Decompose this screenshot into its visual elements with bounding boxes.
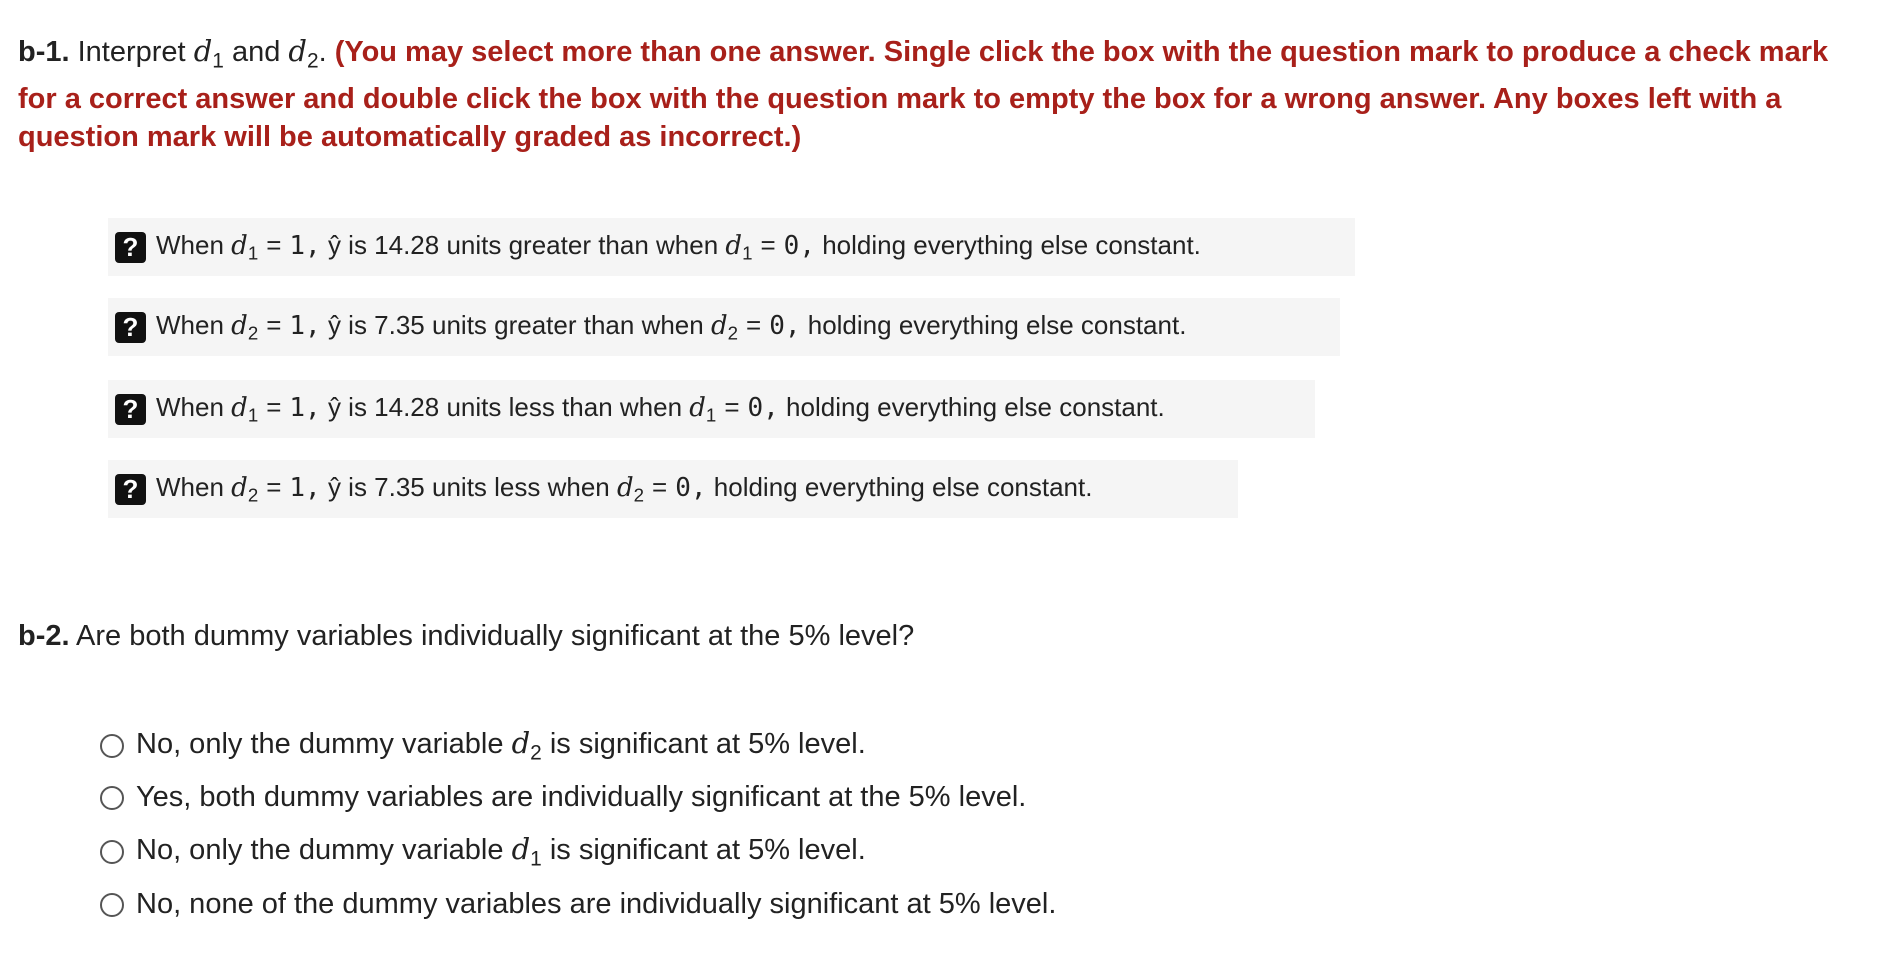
- question-b2-text: Are both dummy variables individually significant at the 5% level?: [69, 620, 915, 652]
- option-text: When $d_2 = 1$, ŷ is 7.35 units less when $d_2 = 0$, holding everything else constant.: [156, 471, 1093, 506]
- b1-option-3: [108, 380, 1315, 438]
- b2-radio-option-4[interactable]: [100, 888, 1056, 921]
- question-b1-label: b-1.: [18, 36, 70, 68]
- option-text: When $d_1 = 1$, ŷ is 14.28 units greater than when $d_1 = 0$, holding everything else constant.: [156, 229, 1201, 264]
- option-text: When $d_2 = 1$, ŷ is 7.35 units greater than when $d_2 = 0$, holding everything else constant.: [156, 309, 1187, 344]
- radio-button[interactable]: [100, 840, 124, 864]
- radio-button[interactable]: [100, 786, 124, 810]
- b1-option-2: [108, 298, 1340, 356]
- b2-radio-option-1[interactable]: [100, 726, 866, 765]
- b2-radio-option-2[interactable]: [100, 781, 1026, 814]
- radio-label: No, none of the dummy variables are individually significant at 5% level.: [136, 888, 1057, 920]
- radio-label: No, only the dummy variable $d_1$ is significant at 5% level.: [136, 832, 866, 871]
- radio-button[interactable]: [100, 893, 124, 917]
- question-b2-label: b-2.: [18, 620, 70, 652]
- question-mark-checkbox[interactable]: ?: [115, 232, 146, 263]
- question-b1-header: b-1. Interpret $d_1$ and $d_2$. (You may select more than one answer. Single click the box with the question mark to produce a check mark for a correct answer and double click the box with the question mark to empty the box for a wrong answer. Any boxes left with a question mark will be automatically graded as incorrect.): [18, 34, 1829, 154]
- option-text: When $d_1 = 1$, ŷ is 14.28 units less than when $d_1 = 0$, holding everything else constant.: [156, 391, 1165, 426]
- question-b2-header: [18, 620, 914, 653]
- var-d1: $d_1$: [193, 34, 224, 73]
- question-b1-prompt-and: and: [223, 36, 289, 68]
- b2-radio-option-3[interactable]: [100, 832, 866, 871]
- radio-label: Yes, both dummy variables are individually significant at the 5% level.: [136, 781, 1027, 813]
- question-mark-checkbox[interactable]: ?: [115, 312, 146, 343]
- question-b1-prompt-a: Interpret: [69, 36, 194, 68]
- b1-option-1: [108, 218, 1355, 276]
- radio-label: No, only the dummy variable $d_2$ is significant at 5% level.: [136, 726, 866, 765]
- b1-option-4: [108, 460, 1238, 518]
- var-d2: $d_2$: [288, 34, 319, 73]
- question-b1-instructions: (You may select more than one answer. Single click the box with the question mark to produce a check mark for a correct answer and double click the box with the question mark to empty the box for a wrong answer. Any boxes left with a question mark will be automatically graded as incorrect.): [18, 36, 1829, 154]
- question-mark-checkbox[interactable]: ?: [115, 474, 146, 505]
- question-mark-checkbox[interactable]: ?: [115, 394, 146, 425]
- radio-button[interactable]: [100, 734, 124, 758]
